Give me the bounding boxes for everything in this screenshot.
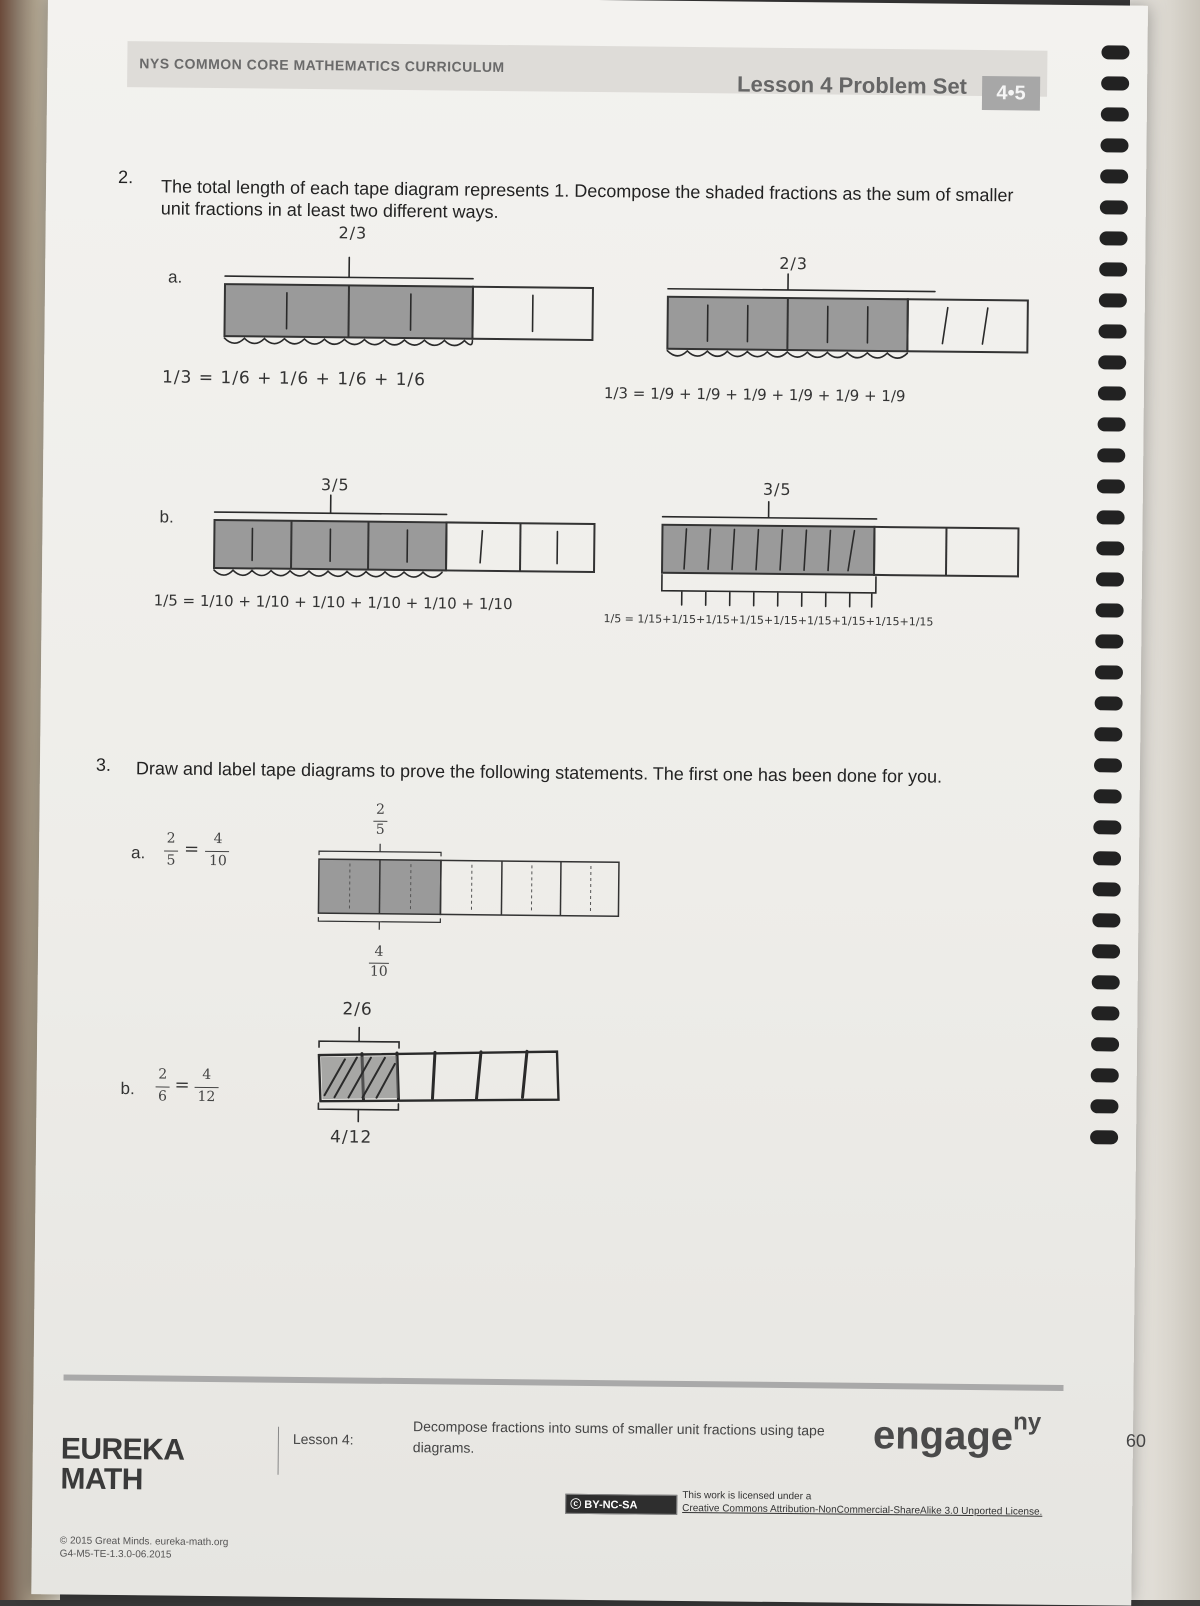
fraction-denominator: 12 bbox=[194, 1089, 218, 1105]
hand-2a-left-equation: 1/3 = 1/6 + 1/6 + 1/6 + 1/6 bbox=[162, 367, 426, 390]
lesson-title: Lesson 4 Problem Set bbox=[737, 71, 967, 99]
footer-lesson-label: Lesson 4: bbox=[293, 1431, 354, 1448]
fraction-bar bbox=[156, 1086, 170, 1087]
fraction-numerator: 4 bbox=[367, 944, 391, 960]
tape-2a-right bbox=[667, 273, 1028, 360]
tape-3a-printed bbox=[318, 843, 619, 932]
hand-2a-right-top-label: 2/3 bbox=[779, 254, 808, 273]
tape-2b-left bbox=[214, 494, 595, 579]
problem-2-number: 2. bbox=[118, 167, 133, 188]
grade-module-badge: 4•5 bbox=[982, 76, 1040, 111]
engageny-logo: engage$^{ny}$ bbox=[873, 1413, 1042, 1460]
fraction-numerator: 4 bbox=[195, 1067, 219, 1083]
equals-sign: = bbox=[175, 1075, 190, 1096]
problem-2-prompt: The total length of each tape diagram represents 1. Decompose the shaded fractions as the sum of smaller unit fractions in at least two different ways. bbox=[161, 175, 1021, 228]
fraction-bar bbox=[164, 851, 178, 852]
curriculum-title: NYS COMMON CORE MATHEMATICS CURRICULUM bbox=[139, 55, 505, 75]
fraction-denominator: 10 bbox=[367, 964, 391, 980]
copyright-text: © 2015 Great Minds. eureka-math.org G4-M5-TE-1.3.0-06.2015 bbox=[60, 1534, 229, 1562]
hand-2a-right-equation: 1/3 = 1/9 + 1/9 + 1/9 + 1/9 + 1/9 + 1/9 bbox=[604, 384, 906, 405]
fraction-denominator: 10 bbox=[206, 853, 230, 869]
tape-diagrams-svg bbox=[31, 0, 1148, 1606]
tape-2b-right bbox=[662, 501, 1019, 609]
fraction-numerator: 2 bbox=[368, 802, 392, 818]
hand-2b-left-top-label: 3/5 bbox=[321, 475, 350, 494]
hand-2b-right-top-label: 3/5 bbox=[763, 480, 792, 499]
problem-3b-label: b. bbox=[120, 1079, 134, 1099]
fraction-numerator: 4 bbox=[206, 831, 230, 847]
tape-3b-handdrawn bbox=[318, 1027, 559, 1124]
hand-2b-right-equation: 1/5 = 1/15+1/15+1/15+1/15+1/15+1/15+1/15+1/15+1/15 bbox=[603, 612, 933, 628]
problem-3-number: 3. bbox=[96, 755, 111, 776]
problem-2b-label: b. bbox=[159, 507, 173, 527]
problem-3a-label: a. bbox=[131, 843, 145, 863]
hand-2a-left-top-label: 2/3 bbox=[338, 223, 367, 242]
equals-sign: = bbox=[184, 839, 199, 860]
hand-3b-bottom-label: 4/12 bbox=[330, 1127, 372, 1147]
eureka-math-logo: EUREKA MATH bbox=[60, 1434, 211, 1496]
license-link[interactable]: Creative Commons Attribution-NonCommercial-ShareAlike 3.0 Unported License. bbox=[682, 1503, 1042, 1518]
fraction-denominator: 6 bbox=[150, 1088, 174, 1104]
cc-license-badge: ⓒ BY-NC-SA bbox=[565, 1494, 677, 1515]
hand-2b-left-equation: 1/5 = 1/10 + 1/10 + 1/10 + 1/10 + 1/10 + 1/10 bbox=[154, 591, 513, 613]
fraction-numerator: 2 bbox=[159, 830, 183, 846]
footer-lesson-description: Decompose fractions into sums of smaller unit fractions using tape diagrams. bbox=[413, 1416, 873, 1463]
fraction-denominator: 5 bbox=[159, 852, 183, 868]
hand-3b-top-label: 2/6 bbox=[342, 999, 373, 1019]
worksheet-page bbox=[31, 0, 1148, 1606]
page-number: 60 bbox=[1126, 1431, 1146, 1452]
fraction-numerator: 2 bbox=[151, 1066, 175, 1082]
problem-3-prompt: Draw and label tape diagrams to prove the following statements. The first one has been done for you. bbox=[136, 757, 1036, 788]
problem-2a-label: a. bbox=[168, 268, 182, 288]
brace-top-2a-left bbox=[225, 256, 473, 279]
tape-2a-left bbox=[224, 256, 593, 347]
fraction-denominator: 5 bbox=[368, 822, 392, 838]
license-text: This work is licensed under a Creative Commons Attribution-NonCommercial-ShareAlike 3.0 Unported License. bbox=[682, 1489, 1042, 1519]
